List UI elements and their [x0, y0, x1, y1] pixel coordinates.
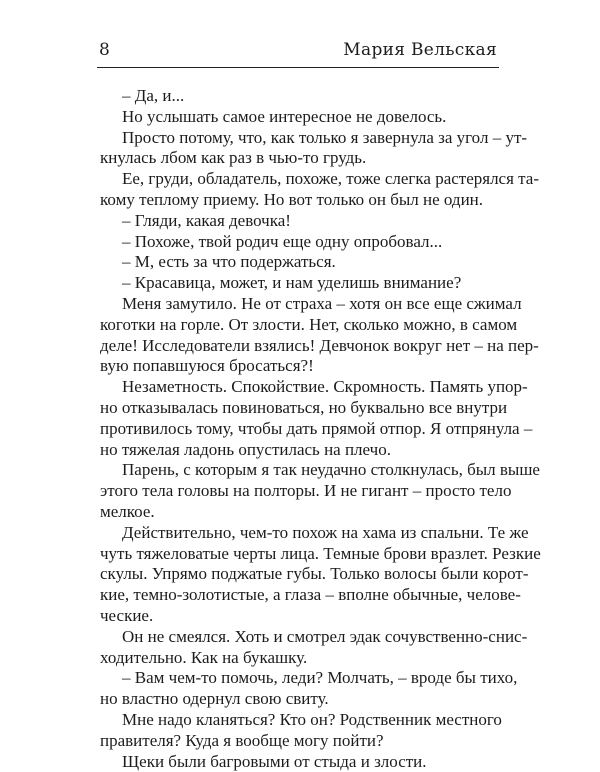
- text-line: Мне надо кланяться? Кто он? Родственник местного: [100, 710, 498, 731]
- text-line: – Похоже, твой родич еще одну опробовал...: [100, 232, 498, 253]
- text-line: но властно одернул свою свиту.: [100, 689, 498, 710]
- text-line: Парень, с которым я так неудачно столкнулась, был выше: [100, 460, 498, 481]
- page-header: [97, 40, 499, 66]
- text-line: Действительно, чем-то похож на хама из спальни. Те же: [100, 523, 498, 544]
- text-line: Незаметность. Спокойствие. Скромность. Память упор-: [100, 377, 498, 398]
- text-line: – Вам чем-то помочь, леди? Молчать, – вроде бы тихо,: [100, 668, 498, 689]
- text-line: скулы. Упрямо поджатые губы. Только волосы были корот-: [100, 564, 498, 585]
- text-line: Просто потому, что, как только я завернула за угол – ут-: [100, 128, 498, 149]
- text-line: противилось тому, чтобы дать прямой отпор. Я отпрянула –: [100, 419, 498, 440]
- page-number: 8: [99, 40, 110, 60]
- body-text: [100, 86, 498, 772]
- text-line: Но услышать самое интересное не довелось.: [100, 107, 498, 128]
- text-line: Меня замутило. Не от страха – хотя он все еще сжимал: [100, 294, 498, 315]
- text-line: кие, темно-золотистые, а глаза – вполне обычные, челове-: [100, 585, 498, 606]
- text-line: коготки на горле. От злости. Нет, сколько можно, в самом: [100, 315, 498, 336]
- text-line: – Гляди, какая девочка!: [100, 211, 498, 232]
- text-line: но отказывалась повиноваться, но буквально все внутри: [100, 398, 498, 419]
- text-line: – Красавица, может, и нам уделишь внимание?: [100, 273, 498, 294]
- text-line: вую попавшуюся бросаться?!: [100, 356, 498, 377]
- text-line: Ее, груди, обладатель, похоже, тоже слегка растерялся та-: [100, 169, 498, 190]
- text-line: – Да, и...: [100, 86, 498, 107]
- header-rule: [97, 67, 499, 68]
- text-line: мелкое.: [100, 502, 498, 523]
- text-line: – М, есть за что подержаться.: [100, 252, 498, 273]
- text-line: чуть тяжеловатые черты лица. Темные брови вразлет. Резкие: [100, 544, 498, 565]
- text-line: этого тела головы на полторы. И не гигант – просто тело: [100, 481, 498, 502]
- text-line: правителя? Куда я вообще могу пойти?: [100, 731, 498, 752]
- running-title: Мария Вельская: [343, 40, 497, 60]
- text-line: но тяжелая ладонь опустилась на плечо.: [100, 440, 498, 461]
- text-line: деле! Исследователи взялись! Девчонок вокруг нет – на пер-: [100, 336, 498, 357]
- text-line: Щеки были багровыми от стыда и злости.: [100, 752, 498, 772]
- text-line: ческие.: [100, 606, 498, 627]
- text-line: Он не смеялся. Хоть и смотрел эдак сочувственно-снис-: [100, 627, 498, 648]
- text-line: ходительно. Как на букашку.: [100, 648, 498, 669]
- text-line: кому теплому приему. Но вот только он был не один.: [100, 190, 498, 211]
- text-line: кнулась лбом как раз в чью-то грудь.: [100, 148, 498, 169]
